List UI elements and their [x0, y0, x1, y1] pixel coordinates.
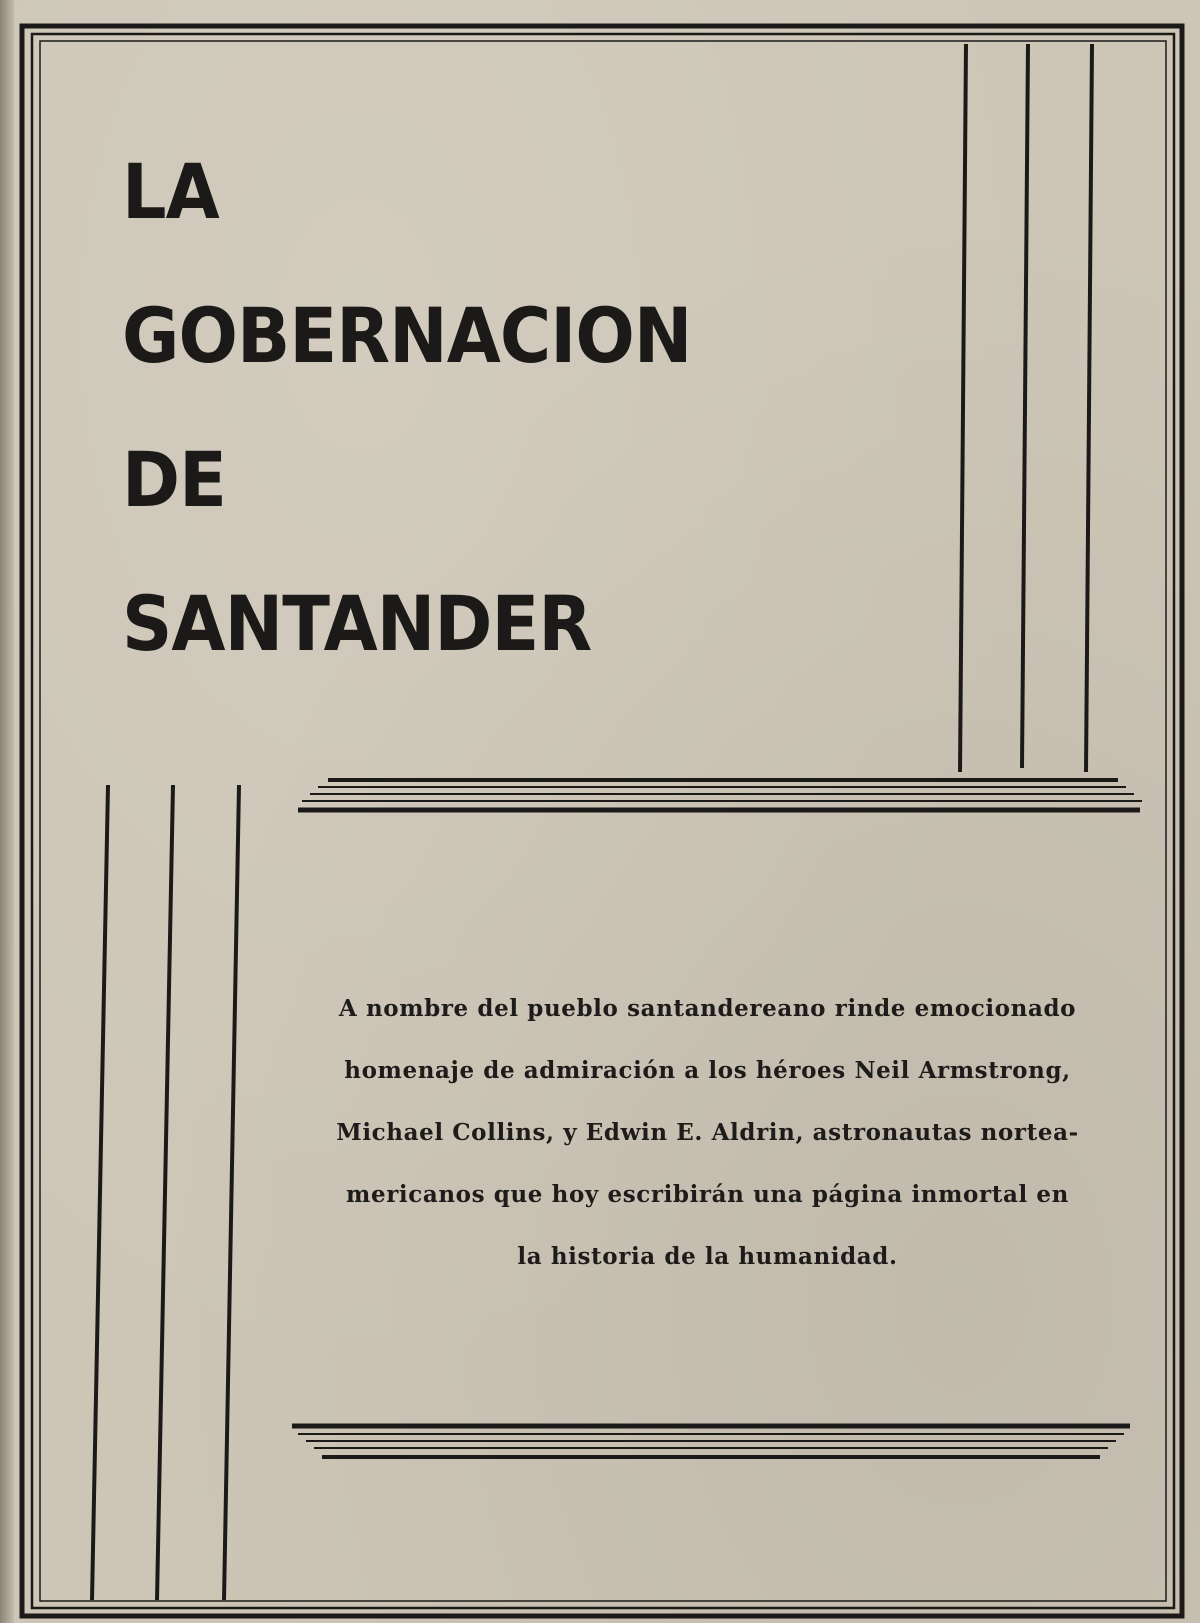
lower-horizontal-bar — [292, 1426, 1130, 1457]
message-line-1: A nombre del pueblo santandereano rinde emocionado — [338, 995, 1077, 1022]
message-line-5: la historia de la humanidad. — [517, 1243, 898, 1270]
title-line-3: DE — [122, 435, 226, 524]
message-line-3: Michael Collins, y Edwin E. Aldrin, astronautas nortea- — [336, 1119, 1079, 1146]
tribute-message — [300, 978, 1115, 1288]
upper-horizontal-bar — [298, 780, 1142, 810]
title-line-4: SANTANDER — [122, 579, 592, 668]
lower-left-vertical-lines — [92, 785, 239, 1600]
message-line-4: mericanos que hoy escribirán una página inmortal en — [346, 1181, 1069, 1208]
title-line-2: GOBERNACION — [122, 291, 692, 380]
upper-right-vertical-lines — [960, 44, 1092, 772]
title-line-1: LA — [122, 147, 219, 236]
message-line-2: homenaje de admiración a los héroes Neil Armstrong, — [344, 1057, 1071, 1084]
advertiser-title — [122, 120, 692, 696]
